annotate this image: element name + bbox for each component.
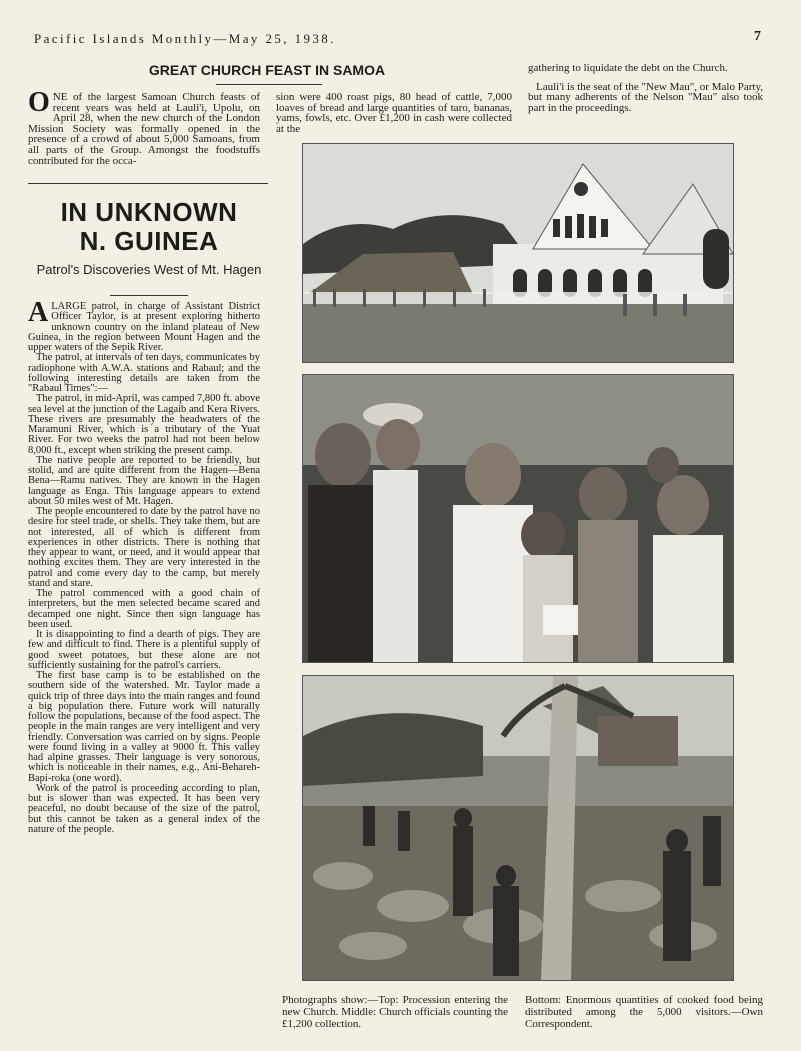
photo-church-procession <box>302 143 734 363</box>
church-dropcap: O <box>28 87 50 118</box>
church-article-col1 <box>28 87 260 167</box>
church-procession-illustration <box>303 144 733 362</box>
photo-counting-collection <box>302 374 734 663</box>
church-article-col2: sion were 400 roast pigs, 80 head of cattle, 7,000 loaves of bread and large quantities of taro, bananas, yams, fowls, etc. Over £1,200 in cash were collected at the <box>276 91 512 135</box>
guinea-para: ALARGE patrol, in charge of Assistant District Officer Taylor, is at present exploring hitherto unknown country on the inland plateau of New Guinea, in the region between Mount Hagen and the upper waters of the Sepik River. <box>28 297 260 353</box>
caption-right: Bottom: Enormous quantities of cooked food being distributed among the 5,000 visitors.—Own Correspondent. <box>525 994 763 1030</box>
church-article-col3 <box>528 63 763 113</box>
food-distribution-illustration <box>303 676 733 980</box>
page-number: 7 <box>754 29 761 44</box>
heading-rule <box>216 84 322 85</box>
church-col3-p2: Lauli'i is the seat of the "New Mau", or Malo Party, but many adherents of the Nelson "Mau" also took part in the proceedings. <box>528 80 763 114</box>
guinea-para: The patrol, at intervals of ten days, communicates by radiophone with A.W.A. stations and Rabaul; and the following interesting details are taken from the "Rabaul Times":— <box>28 352 260 394</box>
counting-collection-illustration <box>303 375 733 662</box>
section-divider <box>28 183 268 184</box>
guinea-para: The first base camp is to be established on the southern side of the watershed. Mr. Taylor made a quick trip of three days into the main ranges and found a big population there. Future work will naturally follow the populations, because of the food aspect. The people in the main ranges are very intelligent and very friendly. Conversation was carried on by signs. People were found living in a valley at 9000 ft. This valley had alpine grasses. Their language is very sonorous, which is noticeable in their names, e.g., Ani-Behareh-Bapi-roka (one word). <box>28 670 260 784</box>
running-title: Pacific Islands Monthly—May 25, 1938. <box>34 31 336 46</box>
church-col3-p1: gathering to liquidate the debt on the Church. <box>528 62 728 74</box>
guinea-title <box>30 198 268 256</box>
guinea-para: The native people are reported to be friendly, but stolid, and are quite different from the Hagen—Bena Bena—Ramu natives. They are known in the Hagen language as Enga. This language appears to extend about 50 miles west of Mt. Hagen. <box>28 454 260 507</box>
photo-food-distribution <box>302 675 734 981</box>
guinea-title-line1: IN UNKNOWN <box>60 197 238 227</box>
guinea-para: It is disappointing to find a dearth of pigs. They are few and difficult to find. There is a plentiful supply of good sweet potatoes, but these alone are not sufficiently sustaining for the patrol's carriers. <box>28 629 260 671</box>
guinea-dropcap: A <box>28 297 49 328</box>
guinea-article-body <box>28 297 260 835</box>
guinea-subtitle: Patrol's Discoveries West of Mt. Hagen <box>36 262 262 277</box>
guinea-para: The patrol, in mid-April, was camped 7,800 ft. above sea level at the junction of the Lagaib and Kera Rivers. These rivers are presumably the headwaters of the Maramuni River, which is a tributary of the Yuat River. For two weeks the patrol had not been below 8,000 ft., except when striking the present camp. <box>28 393 260 456</box>
guinea-para: The patrol commenced with a good chain of interpreters, but the men selected became scared and decamped one night. Since then sign language has been used. <box>28 588 260 630</box>
guinea-para: Work of the patrol is proceeding according to plan, but is slower than was expected. It has been very peaceful, no doubt because of the size of the patrol, but this cannot be taken as a general index of the nature of the people. <box>28 782 260 835</box>
guinea-title-line2: N. GUINEA <box>79 226 219 256</box>
subtitle-rule <box>110 295 188 296</box>
guinea-para: The people encountered to date by the patrol have no desire for steel trade, or shells. They take them, but are not interested, all of which is different from experiences in other districts. There is nothing that they appear to want, or need, and it would appear that nothing excites them. They are very interested in the patrol and come every day to the camp, but merely stand and stare. <box>28 506 260 589</box>
church-article-heading: GREAT CHURCH FEAST IN SAMOA <box>148 62 386 78</box>
caption-left: Photographs show:—Top: Procession entering the new Church. Middle: Church officials counting the £1,200 collection. <box>282 994 508 1030</box>
church-col1-text: NE of the largest Samoan Church feasts of recent years was held at Lauli'i, Upolu, on April 28, when the new church of the London Mission Society was formally opened in the presence of a crowd of about 5,000 Samoans, from all parts of the Group. Amongst the foodstuffs contributed for the occa- <box>28 91 260 167</box>
